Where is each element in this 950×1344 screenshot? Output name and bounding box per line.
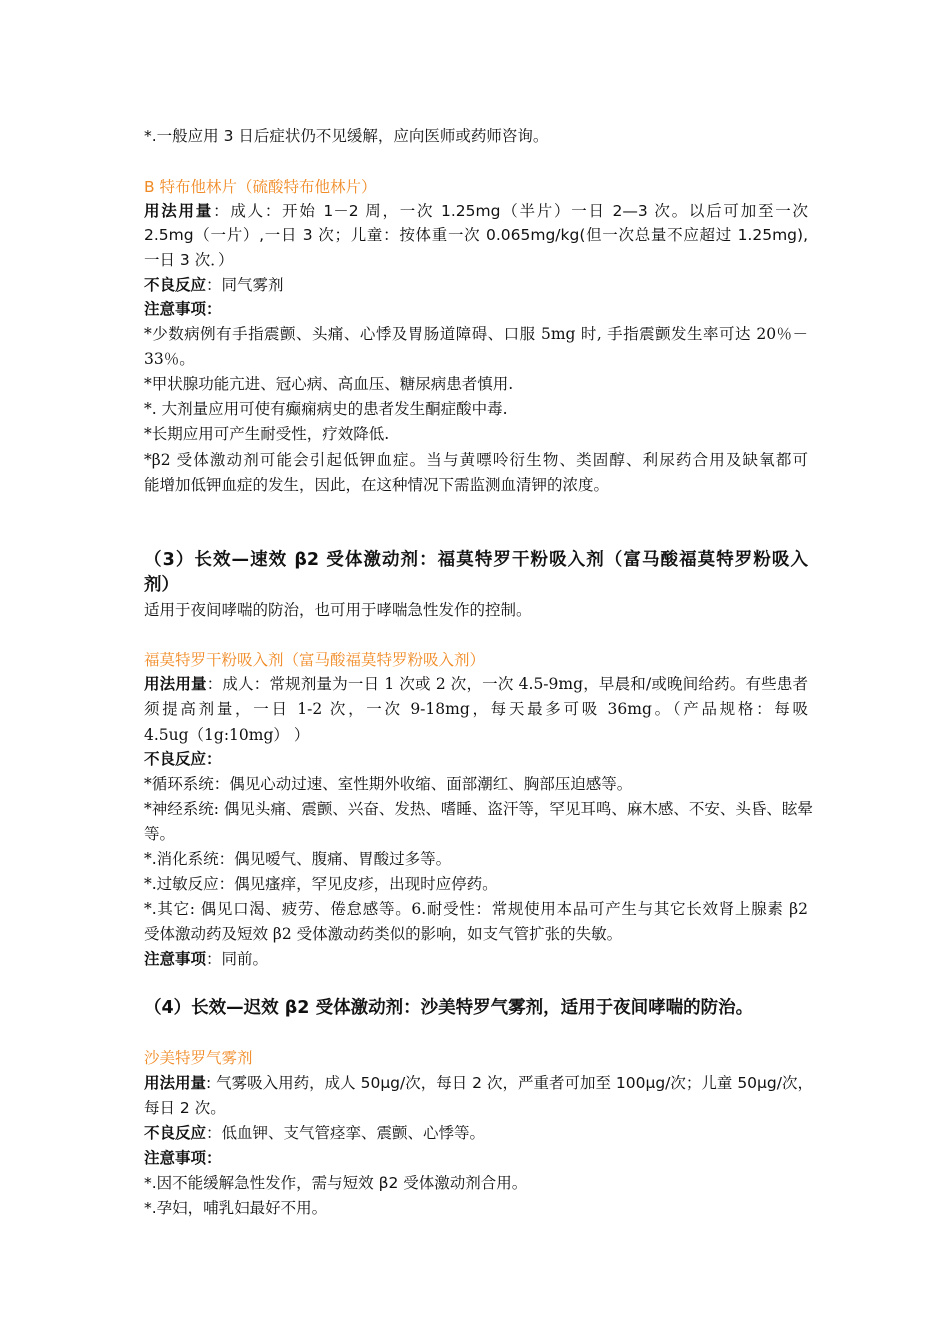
paragraph-line: *.一般应用 3 日后症状仍不见缓解，应向医师或药师咨询。 xyxy=(144,127,549,145)
drug-heading-salmeterol: 沙美特罗气雾剂 xyxy=(144,1049,253,1067)
paragraph-line: 每日 2 次。 xyxy=(144,1099,226,1117)
field-text: ：低血钾、支气管痉挛、震颤、心悸等。 xyxy=(206,1124,486,1142)
field-label: 注意事项 xyxy=(144,950,207,968)
field-text: ：同气雾剂 xyxy=(206,276,284,294)
paragraph-line: *.消化系统：偶见嗳气、腹痛、胃酸过多等。 xyxy=(144,850,452,868)
paragraph-line: 一日 3 次．） xyxy=(144,251,234,269)
paragraph-line: 33％。 xyxy=(144,350,195,368)
paragraph-line: *少数病例有手指震颤、头痛、心悸及胃肠道障碍、口服 5mg 时, 手指震颤发生率可达 20％－ xyxy=(144,325,808,343)
field-label: 不良反应 xyxy=(144,276,207,294)
paragraph-line: 4.5ug（1g:10mg） ） xyxy=(144,726,310,744)
paragraph-line: 须提高剂量，一日 1-2 次，一次 9-18mg，每天最多可吸 36mg。（产品规格：每吸 xyxy=(144,700,808,718)
drug-heading-formoterol: 福莫特罗干粉吸入剂（富马酸福莫特罗粉吸入剂） xyxy=(144,651,486,669)
paragraph-line: *.过敏反应：偶见瘙痒，罕见皮疹，出现时应停药。 xyxy=(144,875,498,893)
paragraph-line: *神经系统: 偶见头痛、震颤、兴奋、发热、嗜睡、盗汗等，罕见耳鸣、麻木感、不安、头昏、眩晕 xyxy=(144,800,813,818)
field-label: 注意事项： xyxy=(144,1149,222,1167)
paragraph-line: *β2 受体激动剂可能会引起低钾血症。当与黄嘌呤衍生物、类固醇、利尿药合用及缺氧都可 xyxy=(144,451,808,469)
section-heading-3: （3）长效—速效 β2 受体激动剂：福莫特罗干粉吸入剂（富马酸福莫特罗粉吸入 xyxy=(144,550,808,570)
field-label: 用法用量 xyxy=(144,674,207,693)
field-text: ：成人：常规剂量为一日 1 次或 2 次，一次 4.5-9mg，早晨和/或晚间给药。有些患者 xyxy=(206,675,808,693)
paragraph-line: *.孕妇，哺乳妇最好不用。 xyxy=(144,1199,328,1217)
paragraph-line: *.因不能缓解急性发作，需与短效 β2 受体激动剂合用。 xyxy=(144,1174,528,1192)
field-label: 注意事项： xyxy=(144,300,222,318)
field-label: 用法用量 xyxy=(144,1074,207,1092)
section-heading-4: （4）长效—迟效 β2 受体激动剂：沙美特罗气雾剂，适用于夜间哮喘的防治。 xyxy=(144,998,754,1018)
field-text: ：成人：开始 1－2 周，一次 1.25mg（半片）一日 2—3 次。以后可加至一次 xyxy=(213,202,808,220)
paragraph-line: 适用于夜间哮喘的防治，也可用于哮喘急性发作的控制。 xyxy=(144,601,532,619)
field-text: ：同前。 xyxy=(206,950,269,968)
paragraph-line: 2.5mg（一片）,一日 3 次；儿童：按体重一次 0.065mg/kg(但一次总量不应超过 1.25mg), xyxy=(144,226,808,244)
drug-heading-terbutaline: B 特布他林片（硫酸特布他林片） xyxy=(144,178,377,196)
field-text: : 气雾吸入用药，成人 50μg/次，每日 2 次，严重者可加至 100μg/次；儿童 50μg/次， xyxy=(206,1074,813,1092)
paragraph-line: *循环系统：偶见心动过速、室性期外收缩、面部潮红、胸部压迫感等。 xyxy=(144,775,633,793)
paragraph-line xyxy=(144,672,808,696)
paragraph-line xyxy=(144,1121,485,1145)
paragraph-line: 受体激动药及短效 β2 受体激动药类似的影响，如支气管扩张的失敏。 xyxy=(144,925,623,943)
field-label: 不良反应 xyxy=(144,1124,207,1142)
paragraph-line: 能增加低钾血症的发生，因此，在这种情况下需监测血清钾的浓度。 xyxy=(144,476,610,494)
paragraph-line: *. 大剂量应用可使有癫痫病史的患者发生酮症酸中毒. xyxy=(144,400,508,418)
field-label: 不良反应： xyxy=(144,750,222,768)
paragraph-line: 等。 xyxy=(144,825,176,843)
paragraph-line xyxy=(144,947,268,971)
paragraph-line xyxy=(144,1071,813,1095)
paragraph-line xyxy=(144,273,284,297)
section-heading-3-cont: 剂） xyxy=(144,575,179,595)
paragraph-line: *.其它: 偶见口渴、疲劳、倦怠感等。6.耐受性：常规使用本品可产生与其它长效肾上腺素 β2 xyxy=(144,900,808,918)
paragraph-line xyxy=(144,199,808,223)
paragraph-line: *长期应用可产生耐受性，疗效降低. xyxy=(144,425,390,443)
paragraph-line: *甲状腺功能亢进、冠心病、高血压、糖尿病患者慎用. xyxy=(144,375,514,393)
field-label: 用法用量 xyxy=(144,202,214,220)
